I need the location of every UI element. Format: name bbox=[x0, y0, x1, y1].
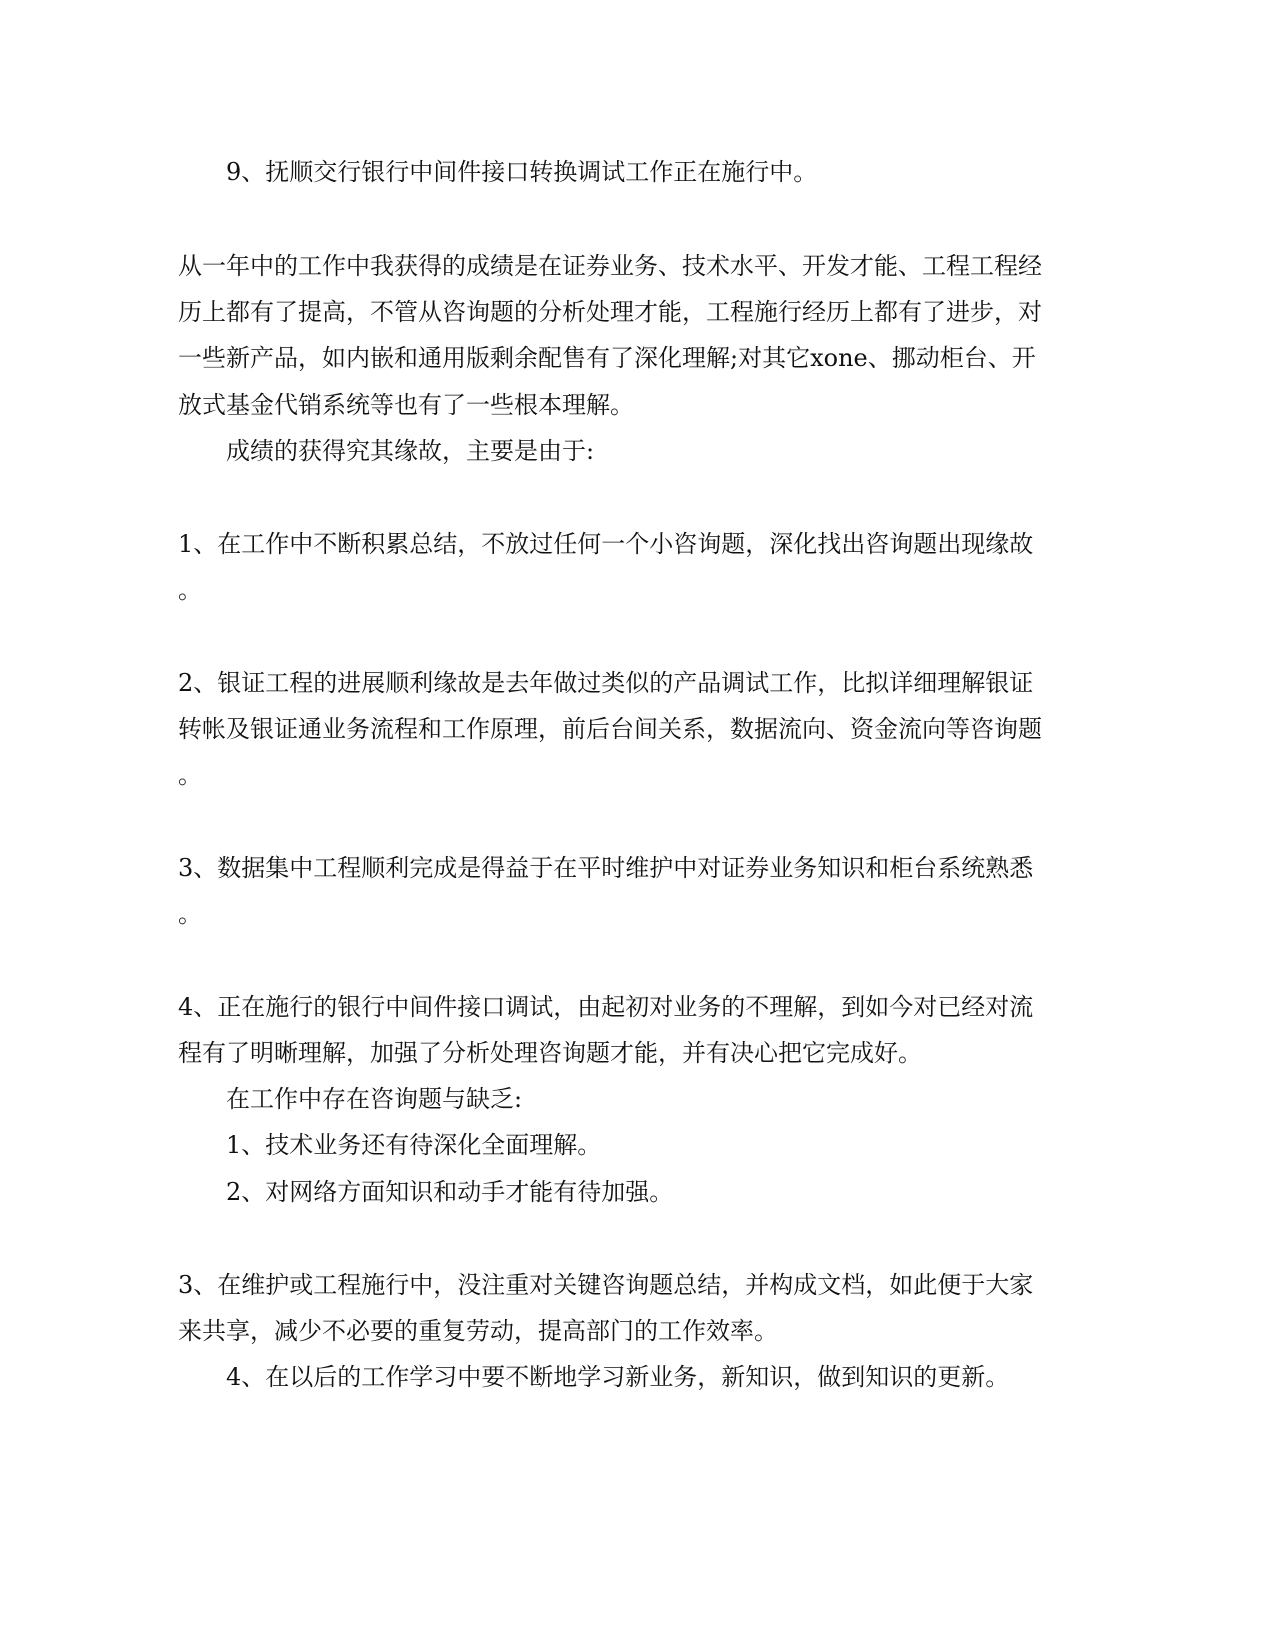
text-line: 转帐及银证通业务流程和工作原理，前后台间关系，数据流向、资金流向等咨询题 bbox=[178, 715, 1042, 743]
text-line: 历上都有了提高，不管从咨询题的分析处理才能，工程施行经历上都有了进步，对 bbox=[178, 298, 1042, 326]
text-line: 2、对网络方面知识和动手才能有待加强。 bbox=[226, 1178, 674, 1206]
text-line: 。 bbox=[178, 761, 202, 789]
text-line: 4、在以后的工作学习中要不断地学习新业务，新知识，做到知识的更新。 bbox=[226, 1363, 1010, 1391]
text-line: 一些新产品，如内嵌和通用版剩余配售有了深化理解;对其它xone、挪动柜台、开 bbox=[178, 344, 1036, 372]
text-line: 3、数据集中工程顺利完成是得益于在平时维护中对证券业务知识和柜台系统熟悉 bbox=[178, 854, 1034, 882]
text-line: 3、在维护或工程施行中，没注重对关键咨询题总结，并构成文档，如此便于大家 bbox=[178, 1271, 1034, 1299]
text-line: 1、技术业务还有待深化全面理解。 bbox=[226, 1131, 602, 1159]
text-line: 4、正在施行的银行中间件接口调试，由起初对业务的不理解，到如今对已经对流 bbox=[178, 993, 1034, 1021]
text-line: 成绩的获得究其缘故，主要是由于: bbox=[226, 437, 595, 465]
text-line: 在工作中存在咨询题与缺乏: bbox=[226, 1085, 523, 1113]
text-line: 。 bbox=[178, 900, 202, 928]
text-line: 程有了明晰理解，加强了分析处理咨询题才能，并有决心把它完成好。 bbox=[178, 1039, 922, 1067]
text-line: 来共享，减少不必要的重复劳动，提高部门的工作效率。 bbox=[178, 1317, 778, 1345]
text-line: 。 bbox=[178, 576, 202, 604]
text-line: 9、抚顺交行银行中间件接口转换调试工作正在施行中。 bbox=[226, 158, 818, 186]
text-line: 2、银证工程的进展顺利缘故是去年做过类似的产品调试工作，比拟详细理解银证 bbox=[178, 669, 1034, 697]
text-line: 放式基金代销系统等也有了一些根本理解。 bbox=[178, 391, 634, 419]
text-line: 从一年中的工作中我获得的成绩是在证券业务、技术水平、开发才能、工程工程经 bbox=[178, 252, 1042, 280]
text-line: 1、在工作中不断积累总结，不放过任何一个小咨询题，深化找出咨询题出现缘故 bbox=[178, 530, 1034, 558]
